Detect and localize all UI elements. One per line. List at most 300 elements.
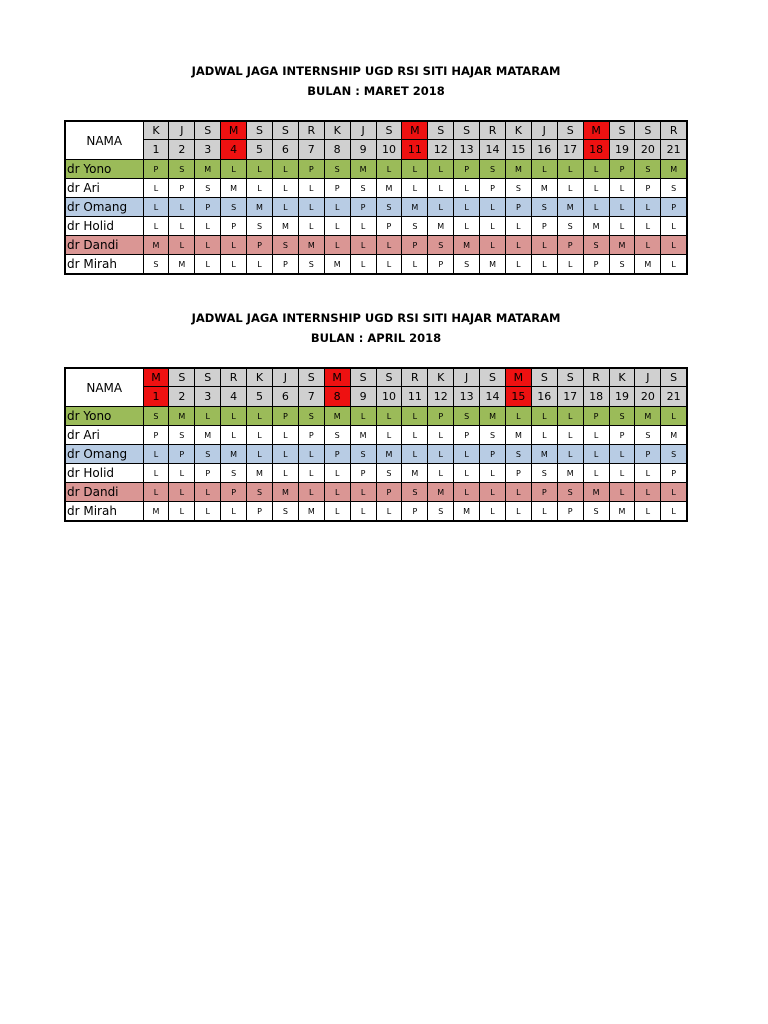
day-cell: R <box>583 368 609 387</box>
shift-cell: S <box>505 179 531 198</box>
day-cell: S <box>661 368 687 387</box>
schedule-table <box>64 367 688 522</box>
table-row <box>65 426 687 445</box>
shift-cell: S <box>221 198 247 217</box>
day-cell: J <box>169 121 195 140</box>
doctor-name: dr Yono <box>65 407 143 426</box>
shift-cell: L <box>480 236 506 255</box>
day-cell: M <box>583 121 609 140</box>
shift-cell: L <box>247 445 273 464</box>
shift-cell: L <box>298 198 324 217</box>
table-row <box>65 236 687 255</box>
shift-cell: L <box>376 255 402 275</box>
table-row <box>65 445 687 464</box>
shift-cell: L <box>272 445 298 464</box>
shift-cell: S <box>143 407 169 426</box>
shift-cell: L <box>531 426 557 445</box>
day-cell: S <box>454 121 480 140</box>
day-cell: S <box>350 368 376 387</box>
date-cell: 17 <box>557 387 583 407</box>
shift-cell: L <box>143 464 169 483</box>
shift-cell: L <box>428 160 454 179</box>
table-row <box>65 255 687 275</box>
shift-cell: L <box>635 217 661 236</box>
date-cell: 16 <box>531 140 557 160</box>
doctor-name: dr Yono <box>65 160 143 179</box>
shift-cell: L <box>661 483 687 502</box>
day-cell: M <box>221 121 247 140</box>
shift-cell: M <box>402 464 428 483</box>
day-cell: J <box>272 368 298 387</box>
day-cell: K <box>247 368 273 387</box>
shift-cell: S <box>428 236 454 255</box>
date-cell: 17 <box>557 140 583 160</box>
shift-cell: L <box>661 236 687 255</box>
shift-cell: L <box>583 464 609 483</box>
day-cell: J <box>635 368 661 387</box>
shift-cell: L <box>272 464 298 483</box>
day-cell: K <box>428 368 454 387</box>
shift-cell: L <box>480 198 506 217</box>
shift-cell: L <box>661 502 687 522</box>
shift-cell: P <box>661 464 687 483</box>
doctor-name: dr Holid <box>65 217 143 236</box>
shift-cell: M <box>272 483 298 502</box>
date-cell: 4 <box>221 387 247 407</box>
shift-cell: L <box>402 160 428 179</box>
shift-cell: L <box>402 445 428 464</box>
date-cell: 14 <box>480 387 506 407</box>
shift-cell: P <box>402 236 428 255</box>
shift-cell: S <box>661 445 687 464</box>
shift-cell: M <box>531 179 557 198</box>
shift-cell: M <box>195 426 221 445</box>
shift-cell: L <box>557 426 583 445</box>
shift-cell: L <box>531 502 557 522</box>
shift-cell: L <box>298 483 324 502</box>
shift-cell: L <box>454 179 480 198</box>
shift-cell: L <box>298 464 324 483</box>
date-cell: 9 <box>350 140 376 160</box>
shift-cell: S <box>609 255 635 275</box>
shift-cell: L <box>324 236 350 255</box>
shift-cell: S <box>609 407 635 426</box>
shift-cell: M <box>247 464 273 483</box>
shift-cell: L <box>143 198 169 217</box>
shift-cell: L <box>428 445 454 464</box>
shift-cell: M <box>221 445 247 464</box>
shift-cell: L <box>428 198 454 217</box>
shift-cell: S <box>247 483 273 502</box>
shift-cell: L <box>557 160 583 179</box>
shift-cell: M <box>609 236 635 255</box>
shift-cell: L <box>480 483 506 502</box>
shift-cell: P <box>505 464 531 483</box>
shift-cell: M <box>635 255 661 275</box>
shift-cell: M <box>531 445 557 464</box>
shift-cell: P <box>247 502 273 522</box>
date-cell: 11 <box>402 387 428 407</box>
shift-cell: S <box>480 426 506 445</box>
doctor-name: dr Mirah <box>65 502 143 522</box>
date-cell: 12 <box>428 140 454 160</box>
shift-cell: L <box>505 502 531 522</box>
shift-cell: P <box>402 502 428 522</box>
shift-cell: S <box>195 445 221 464</box>
date-cell: 1 <box>143 387 169 407</box>
shift-cell: M <box>376 445 402 464</box>
shift-cell: S <box>557 483 583 502</box>
shift-cell: S <box>402 217 428 236</box>
schedule-table <box>64 120 688 275</box>
shift-cell: L <box>298 217 324 236</box>
date-cell: 13 <box>454 387 480 407</box>
shift-cell: P <box>635 445 661 464</box>
shift-cell: L <box>557 445 583 464</box>
shift-cell: P <box>531 217 557 236</box>
date-cell: 10 <box>376 140 402 160</box>
shift-cell: L <box>221 502 247 522</box>
shift-cell: L <box>169 502 195 522</box>
shift-cell: L <box>583 179 609 198</box>
shift-cell: L <box>376 160 402 179</box>
shift-cell: M <box>609 502 635 522</box>
shift-cell: L <box>661 217 687 236</box>
shift-cell: S <box>376 464 402 483</box>
shift-cell: S <box>480 160 506 179</box>
shift-cell: L <box>298 445 324 464</box>
shift-cell: L <box>531 236 557 255</box>
shift-cell: L <box>376 236 402 255</box>
table-row <box>65 217 687 236</box>
shift-cell: L <box>531 407 557 426</box>
shift-cell: P <box>454 160 480 179</box>
shift-cell: M <box>428 217 454 236</box>
shift-cell: L <box>505 255 531 275</box>
shift-cell: M <box>143 236 169 255</box>
shift-cell: M <box>454 502 480 522</box>
shift-cell: S <box>402 483 428 502</box>
shift-cell: P <box>635 179 661 198</box>
shift-cell: L <box>169 483 195 502</box>
shift-cell: P <box>195 464 221 483</box>
shift-cell: P <box>583 407 609 426</box>
shift-cell: L <box>324 217 350 236</box>
shift-cell: M <box>324 255 350 275</box>
shift-cell: M <box>557 464 583 483</box>
day-cell: R <box>221 368 247 387</box>
shift-cell: L <box>609 217 635 236</box>
shift-cell: L <box>143 483 169 502</box>
shift-cell: S <box>635 426 661 445</box>
shift-cell: P <box>428 255 454 275</box>
shift-cell: L <box>480 502 506 522</box>
shift-cell: M <box>583 483 609 502</box>
shift-cell: S <box>298 407 324 426</box>
shift-cell: L <box>143 217 169 236</box>
shift-cell: M <box>272 217 298 236</box>
shift-cell: L <box>635 464 661 483</box>
shift-cell: L <box>376 407 402 426</box>
nama-header: NAMA <box>65 368 143 407</box>
shift-cell: P <box>609 160 635 179</box>
shift-cell: M <box>350 426 376 445</box>
shift-cell: L <box>324 198 350 217</box>
shift-cell: P <box>480 445 506 464</box>
shift-cell: L <box>350 407 376 426</box>
table-row <box>65 179 687 198</box>
shift-cell: L <box>505 217 531 236</box>
date-cell: 14 <box>480 140 506 160</box>
shift-cell: M <box>402 198 428 217</box>
day-cell: S <box>480 368 506 387</box>
shift-cell: P <box>298 160 324 179</box>
shift-cell: L <box>247 179 273 198</box>
shift-cell: L <box>609 179 635 198</box>
shift-cell: L <box>428 464 454 483</box>
doctor-name: dr Mirah <box>65 255 143 275</box>
day-cell: S <box>247 121 273 140</box>
shift-cell: L <box>454 217 480 236</box>
nama-header: NAMA <box>65 121 143 160</box>
shift-cell: P <box>480 179 506 198</box>
shift-cell: L <box>221 255 247 275</box>
date-cell: 9 <box>350 387 376 407</box>
day-cell: S <box>557 121 583 140</box>
shift-cell: P <box>169 179 195 198</box>
date-cell: 7 <box>298 387 324 407</box>
date-cell: 6 <box>272 387 298 407</box>
shift-cell: S <box>376 198 402 217</box>
shift-cell: L <box>583 445 609 464</box>
shift-cell: L <box>402 426 428 445</box>
shift-cell: L <box>454 464 480 483</box>
shift-cell: L <box>557 179 583 198</box>
shift-cell: S <box>272 236 298 255</box>
shift-cell: P <box>531 483 557 502</box>
date-cell: 2 <box>169 387 195 407</box>
shift-cell: P <box>583 255 609 275</box>
shift-cell: L <box>557 407 583 426</box>
day-cell: R <box>661 121 687 140</box>
doctor-name: dr Ari <box>65 179 143 198</box>
shift-cell: P <box>324 445 350 464</box>
shift-cell: L <box>635 198 661 217</box>
doctor-name: dr Omang <box>65 445 143 464</box>
shift-cell: L <box>557 255 583 275</box>
date-cell: 20 <box>635 387 661 407</box>
shift-cell: M <box>247 198 273 217</box>
shift-cell: M <box>428 483 454 502</box>
shift-cell: M <box>169 255 195 275</box>
date-cell: 2 <box>169 140 195 160</box>
table-row <box>65 407 687 426</box>
shift-cell: L <box>609 464 635 483</box>
shift-cell: S <box>531 198 557 217</box>
shift-cell: L <box>505 236 531 255</box>
shift-cell: M <box>505 160 531 179</box>
table-row <box>65 198 687 217</box>
date-cell: 20 <box>635 140 661 160</box>
shift-cell: P <box>376 217 402 236</box>
shift-cell: S <box>454 407 480 426</box>
shift-cell: P <box>272 255 298 275</box>
date-cell: 10 <box>376 387 402 407</box>
shift-cell: P <box>428 407 454 426</box>
shift-cell: L <box>195 255 221 275</box>
date-cell: 21 <box>661 140 687 160</box>
shift-cell: L <box>480 217 506 236</box>
shift-cell: M <box>298 236 324 255</box>
day-cell: M <box>324 368 350 387</box>
shift-cell: S <box>169 426 195 445</box>
shift-cell: L <box>428 179 454 198</box>
shift-cell: S <box>247 217 273 236</box>
shift-cell: L <box>272 426 298 445</box>
day-cell: S <box>609 121 635 140</box>
shift-cell: P <box>609 426 635 445</box>
day-cell: S <box>169 368 195 387</box>
table-row <box>65 464 687 483</box>
day-cell: S <box>195 121 221 140</box>
shift-cell: L <box>272 198 298 217</box>
shift-cell: L <box>169 464 195 483</box>
date-row <box>65 387 687 407</box>
shift-cell: L <box>195 483 221 502</box>
shift-cell: S <box>298 255 324 275</box>
shift-cell: P <box>505 198 531 217</box>
day-cell: K <box>143 121 169 140</box>
shift-cell: M <box>221 179 247 198</box>
shift-cell: L <box>350 483 376 502</box>
date-cell: 6 <box>272 140 298 160</box>
shift-cell: L <box>324 502 350 522</box>
table-row <box>65 483 687 502</box>
date-row <box>65 140 687 160</box>
shift-cell: L <box>247 255 273 275</box>
shift-cell: P <box>324 179 350 198</box>
shift-cell: L <box>428 426 454 445</box>
shift-cell: M <box>143 502 169 522</box>
shift-cell: S <box>272 502 298 522</box>
shift-cell: M <box>480 255 506 275</box>
day-cell: S <box>531 368 557 387</box>
shift-cell: P <box>143 426 169 445</box>
shift-cell: L <box>195 407 221 426</box>
shift-cell: L <box>583 198 609 217</box>
shift-cell: L <box>247 426 273 445</box>
date-cell: 12 <box>428 387 454 407</box>
shift-cell: L <box>531 255 557 275</box>
day-cell: S <box>376 121 402 140</box>
shift-cell: M <box>298 502 324 522</box>
shift-cell: L <box>635 502 661 522</box>
shift-cell: L <box>376 426 402 445</box>
shift-cell: M <box>454 236 480 255</box>
shift-cell: S <box>428 502 454 522</box>
shift-cell: L <box>505 407 531 426</box>
shift-cell: L <box>247 407 273 426</box>
shift-cell: L <box>195 236 221 255</box>
date-cell: 15 <box>505 140 531 160</box>
day-cell: J <box>350 121 376 140</box>
shift-cell: L <box>143 179 169 198</box>
schedule-title: JADWAL JAGA INTERNSHIP UGD RSI SITI HAJAR MATARAM <box>191 311 561 325</box>
shift-cell: L <box>583 426 609 445</box>
day-cell: J <box>531 121 557 140</box>
shift-cell: S <box>557 217 583 236</box>
schedule-subtitle: BULAN : MARET 2018 <box>307 84 445 98</box>
day-cell: S <box>376 368 402 387</box>
day-cell: S <box>557 368 583 387</box>
shift-cell: S <box>583 502 609 522</box>
shift-cell: M <box>376 179 402 198</box>
date-cell: 18 <box>583 140 609 160</box>
shift-cell: P <box>272 407 298 426</box>
shift-cell: S <box>221 464 247 483</box>
shift-cell: L <box>635 236 661 255</box>
shift-cell: L <box>221 407 247 426</box>
date-cell: 18 <box>583 387 609 407</box>
shift-cell: L <box>247 160 273 179</box>
shift-cell: M <box>480 407 506 426</box>
shift-cell: S <box>635 160 661 179</box>
date-cell: 21 <box>661 387 687 407</box>
shift-cell: M <box>350 160 376 179</box>
shift-cell: L <box>195 502 221 522</box>
shift-cell: S <box>531 464 557 483</box>
shift-cell: L <box>661 255 687 275</box>
shift-cell: P <box>350 464 376 483</box>
date-cell: 5 <box>247 140 273 160</box>
date-cell: 7 <box>298 140 324 160</box>
day-cell: K <box>505 121 531 140</box>
shift-cell: L <box>350 236 376 255</box>
shift-cell: L <box>143 445 169 464</box>
shift-cell: L <box>350 255 376 275</box>
schedule-subtitle: BULAN : APRIL 2018 <box>310 331 442 345</box>
day-cell: K <box>324 121 350 140</box>
shift-cell: L <box>454 198 480 217</box>
shift-cell: M <box>324 407 350 426</box>
shift-cell: M <box>661 160 687 179</box>
shift-cell: L <box>609 198 635 217</box>
date-cell: 15 <box>505 387 531 407</box>
shift-cell: L <box>454 483 480 502</box>
date-cell: 16 <box>531 387 557 407</box>
doctor-name: dr Omang <box>65 198 143 217</box>
shift-cell: L <box>272 160 298 179</box>
shift-cell: S <box>583 236 609 255</box>
shift-cell: L <box>324 483 350 502</box>
shift-cell: P <box>350 198 376 217</box>
shift-cell: P <box>454 426 480 445</box>
shift-cell: S <box>195 179 221 198</box>
shift-cell: L <box>221 426 247 445</box>
shift-cell: L <box>531 160 557 179</box>
table-row <box>65 502 687 522</box>
day-cell: R <box>402 368 428 387</box>
day-cell: S <box>195 368 221 387</box>
shift-cell: M <box>661 426 687 445</box>
shift-cell: L <box>221 160 247 179</box>
shift-cell: L <box>376 502 402 522</box>
shift-cell: S <box>169 160 195 179</box>
shift-cell: S <box>324 426 350 445</box>
shift-cell: S <box>143 255 169 275</box>
doctor-name: dr Dandi <box>65 236 143 255</box>
shift-cell: S <box>505 445 531 464</box>
